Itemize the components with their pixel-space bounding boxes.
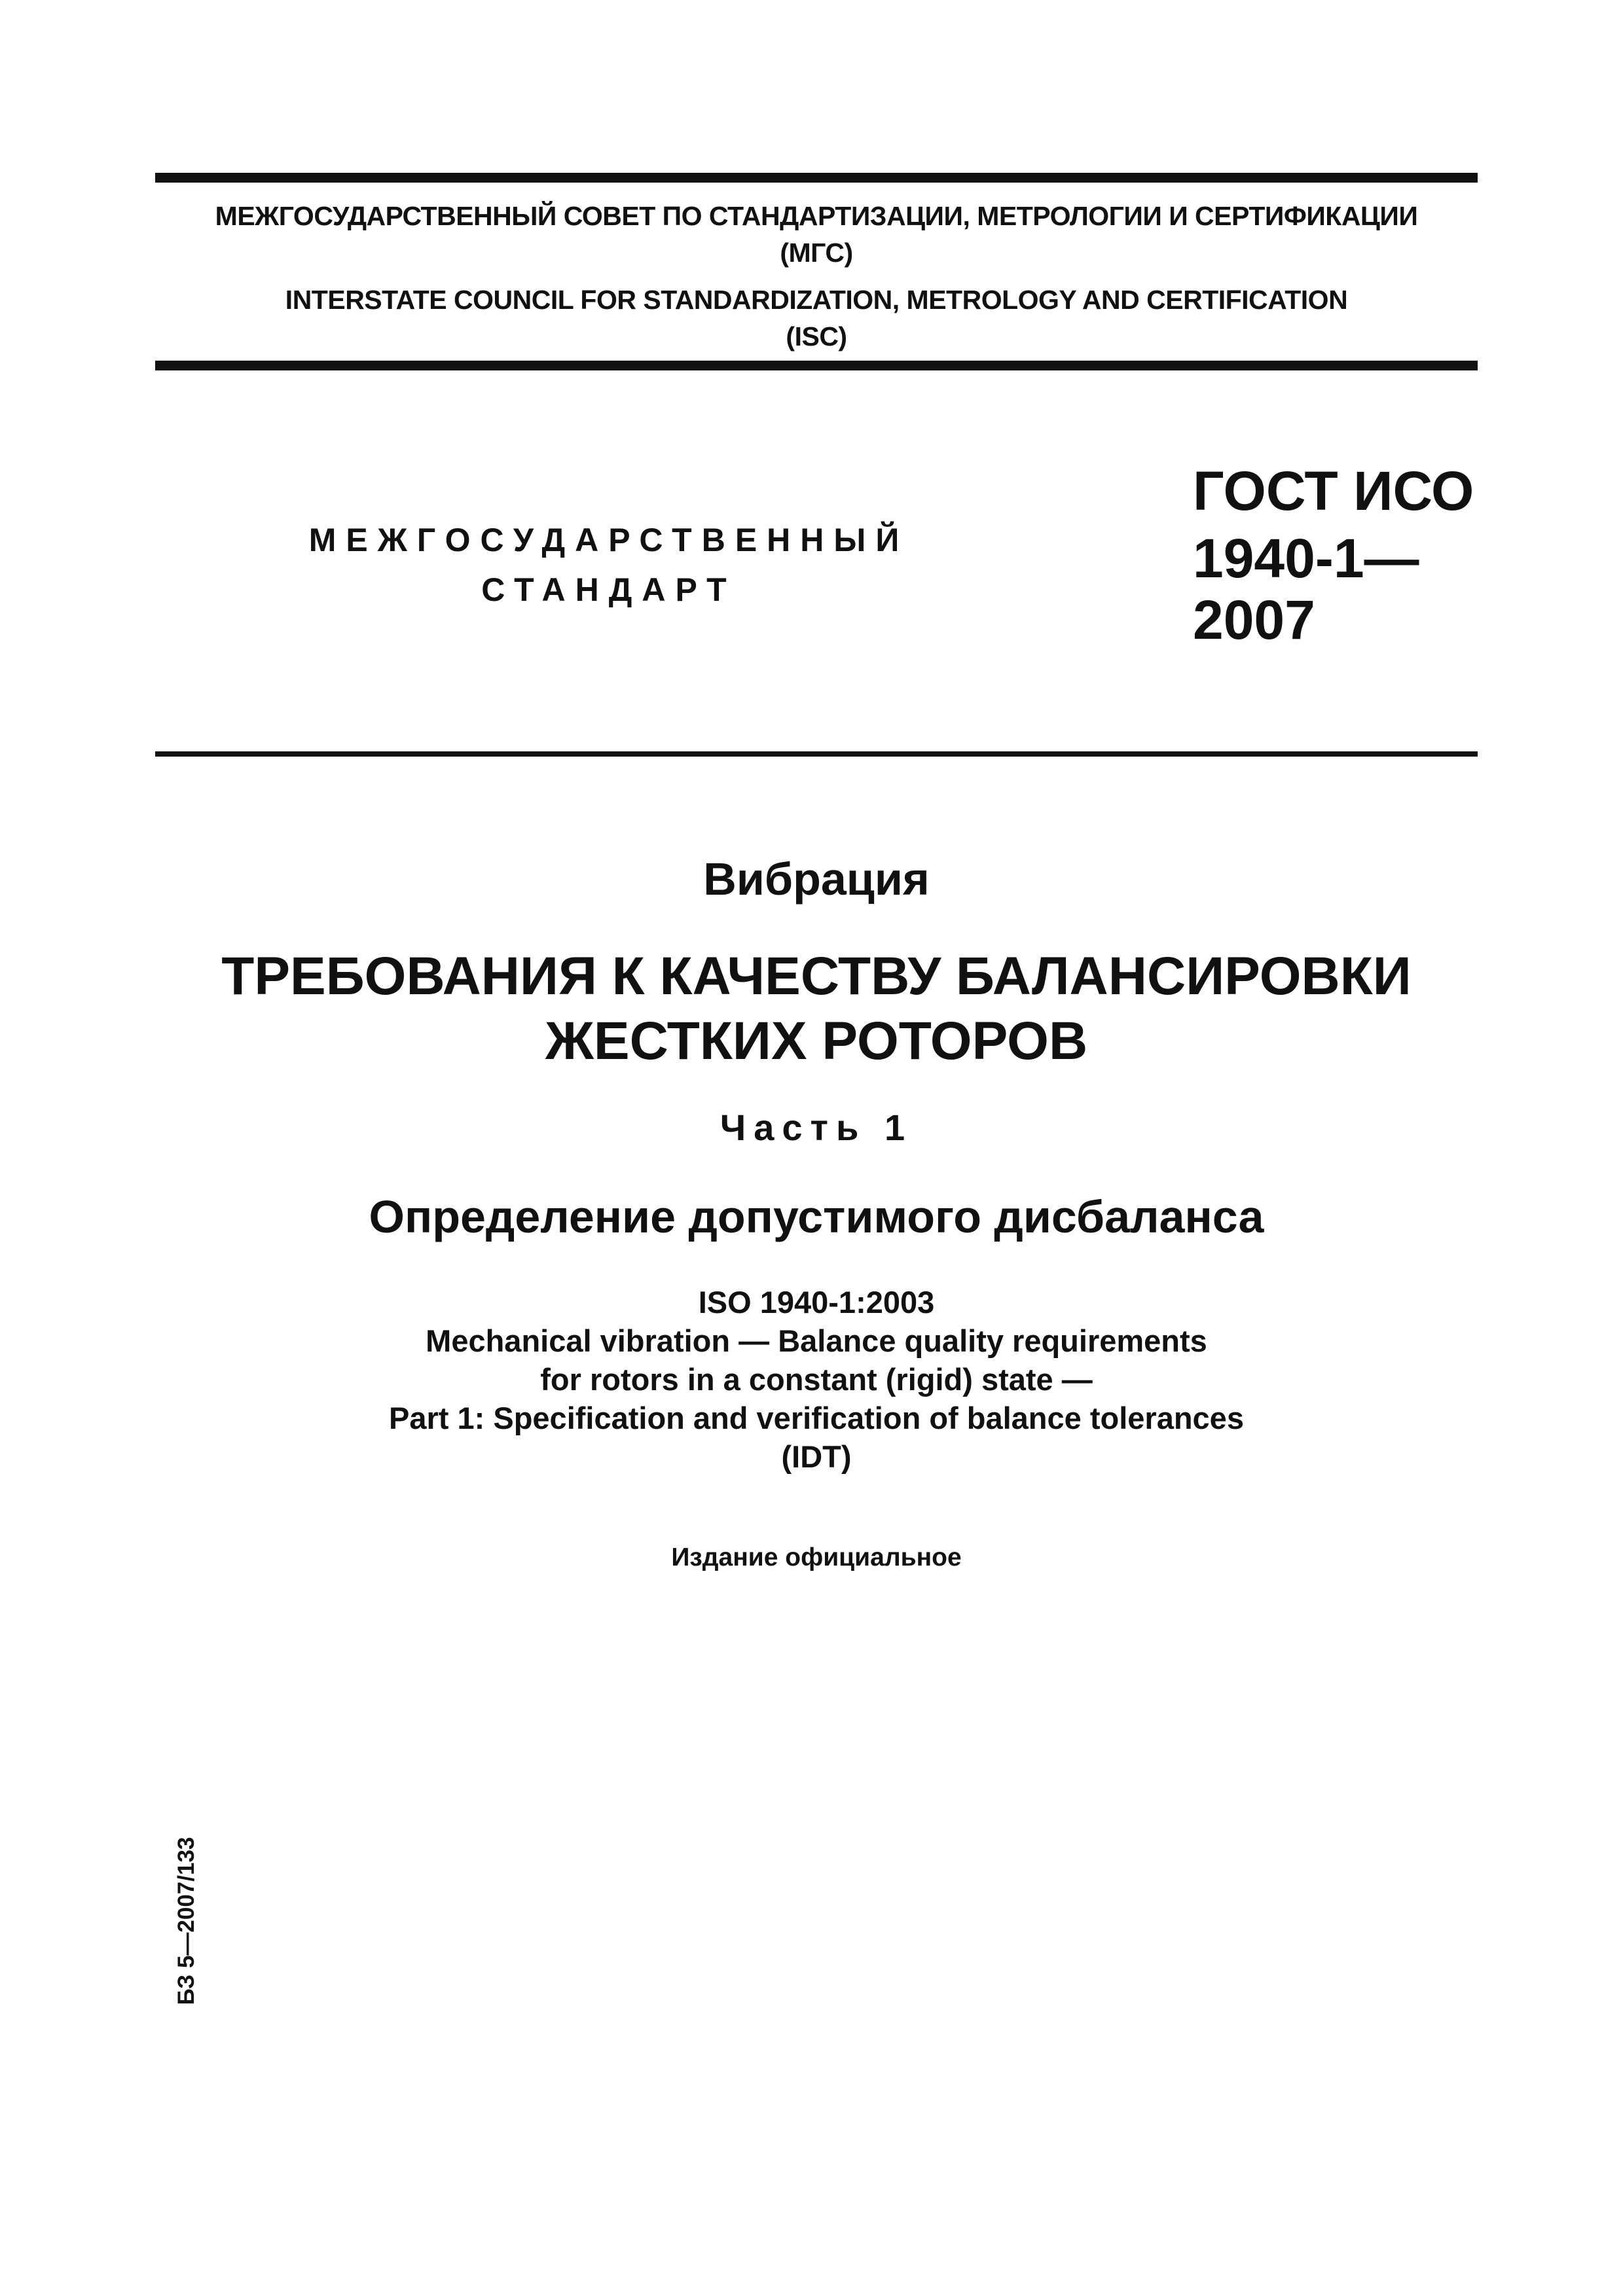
iso-number: ISO 1940-1:2003 [698, 1285, 935, 1319]
iso-title-line-3: Part 1: Specification and verification of balance tolerances [389, 1401, 1244, 1435]
standard-kind-line-2: СТАНДАРТ [481, 571, 737, 608]
document-subject: Вибрация [703, 853, 930, 905]
document-title-line-2: ЖЕСТКИХ РОТОРОВ [545, 1011, 1088, 1071]
council-name-en: INTERSTATE COUNCIL FOR STANDARDIZATION, METROLOGY AND CERTIFICATION [285, 285, 1348, 315]
top-rule [155, 173, 1478, 183]
catalog-code: БЗ 5—2007/133 [173, 1837, 199, 2005]
part-title: Определение допустимого дисбаланса [369, 1191, 1264, 1242]
standard-designation-line-2: 1940-1— [1193, 528, 1419, 589]
standard-designation-line-1: ГОСТ ИСО [1193, 460, 1474, 522]
title-rule [155, 751, 1478, 757]
standard-kind-line-1: МЕЖГОСУДАРСТВЕННЫЙ [308, 522, 909, 558]
iso-equivalence: (IDT) [781, 1439, 852, 1474]
standard-designation-line-3: 2007 [1193, 589, 1315, 651]
iso-title-line-1: Mechanical vibration — Balance quality requirements [426, 1323, 1207, 1358]
part-label: Часть 1 [720, 1107, 913, 1148]
document-title-line-1: ТРЕБОВАНИЯ К КАЧЕСТВУ БАЛАНСИРОВКИ [221, 946, 1412, 1006]
council-name-ru: МЕЖГОСУДАРСТВЕННЫЙ СОВЕТ ПО СТАНДАРТИЗАЦИИ, МЕТРОЛОГИИ И СЕРТИФИКАЦИИ [215, 201, 1418, 231]
header-bottom-rule [155, 361, 1478, 370]
edition-label: Издание официальное [671, 1543, 962, 1571]
iso-title-line-2: for rotors in a constant (rigid) state — [540, 1362, 1093, 1397]
council-abbr-en: (ISC) [786, 321, 847, 351]
council-abbr-ru: (МГС) [780, 238, 853, 268]
